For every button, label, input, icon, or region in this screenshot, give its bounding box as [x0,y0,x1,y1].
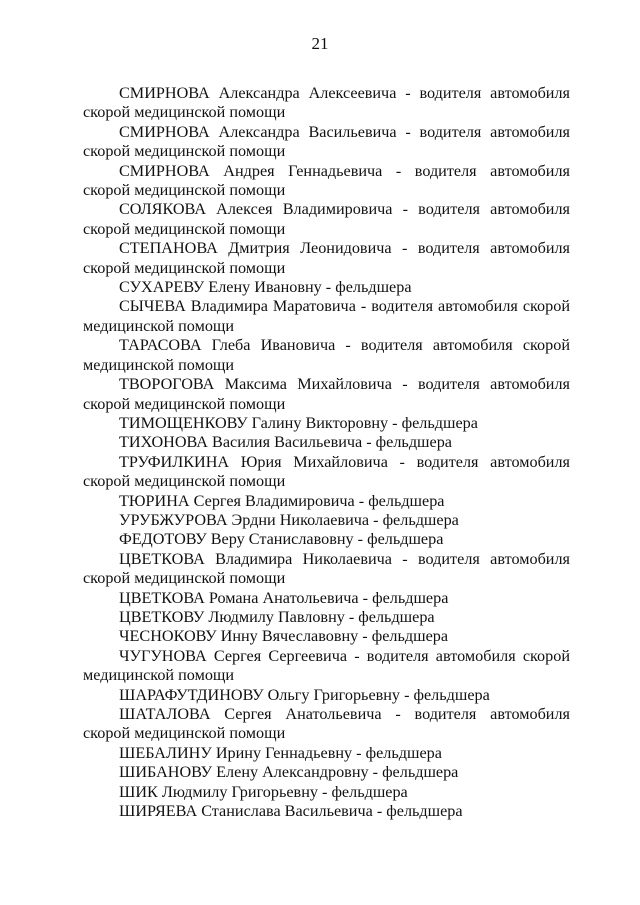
list-item: ЧЕСНОКОВУ Инну Вячеславовну - фельдшера [119,627,449,646]
list-item: СУХАРЕВУ Елену Ивановну - фельдшера [119,278,412,297]
list-item: ЦВЕТКОВА Владимира Николаевича - водителя автомобиля скорой медицинской помощи [83,549,570,588]
list-item: СМИРНОВА Александра Васильевича - водителя автомобиля скорой медицинской помощи [83,122,570,161]
list-item: ТИМОЩЕНКОВУ Галину Викторовну - фельдшера [119,413,478,432]
list-item: ЦВЕТКОВА Романа Анатольевича - фельдшера [119,588,449,607]
list-item: ФЕДОТОВУ Веру Станиславовну - фельдшера [119,530,444,549]
list-item: ШАРАФУТДИНОВУ Ольгу Григорьевну - фельдшера [119,685,490,704]
list-item: СЫЧЕВА Владимира Маратовича - водителя автомобиля скорой медицинской помощи [83,297,570,335]
list-item: ШАТАЛОВА Сергея Анатольевича - водителя автомобиля скорой медицинской помощи [83,705,570,743]
list-item: ТАРАСОВА Глеба Ивановича - водителя автомобиля скорой медицинской помощи [83,336,570,374]
list-item: ШИБАНОВУ Елену Александровну - фельдшера [119,763,459,782]
list-item: ШИРЯЕВА Станислава Васильевича - фельдшера [119,802,463,821]
list-item: ТВОРОГОВА Максима Михайловича - водителя автомобиля скорой медицинской помощи [83,375,570,413]
list-item: ТЮРИНА Сергея Владимировича - фельдшера [119,491,445,510]
list-item: ШЕБАЛИНУ Ирину Геннадьевну - фельдшера [119,743,442,762]
list-item: ШИК Людмилу Григорьевну - фельдшера [119,782,408,801]
list-item: СТЕПАНОВА Дмитрия Леонидовича - водителя автомобиля скорой медицинской помощи [83,239,570,277]
list-item: УРУБЖУРОВА Эрдни Николаевича - фельдшера [119,510,459,529]
list-item: СОЛЯКОВА Алексея Владимировича - водителя автомобиля скорой медицинской помощи [83,200,570,238]
list-item: ЦВЕТКОВУ Людмилу Павловну - фельдшера [119,607,435,626]
list-item: ЧУГУНОВА Сергея Сергеевича - водителя автомобиля скорой медицинской помощи [83,646,570,685]
list-item: СМИРНОВА Александра Алексеевича - водителя автомобиля скорой медицинской помощи [83,84,570,122]
list-item: ТИХОНОВА Василия Васильевича - фельдшера [119,433,452,452]
list-item: СМИРНОВА Андрея Геннадьевича - водителя автомобиля скорой медицинской помощи [83,161,570,200]
page-number: 21 [311,34,329,53]
list-item: ТРУФИЛКИНА Юрия Михайловича - водителя автомобиля скорой медицинской помощи [83,452,570,491]
personnel-list [83,84,570,821]
